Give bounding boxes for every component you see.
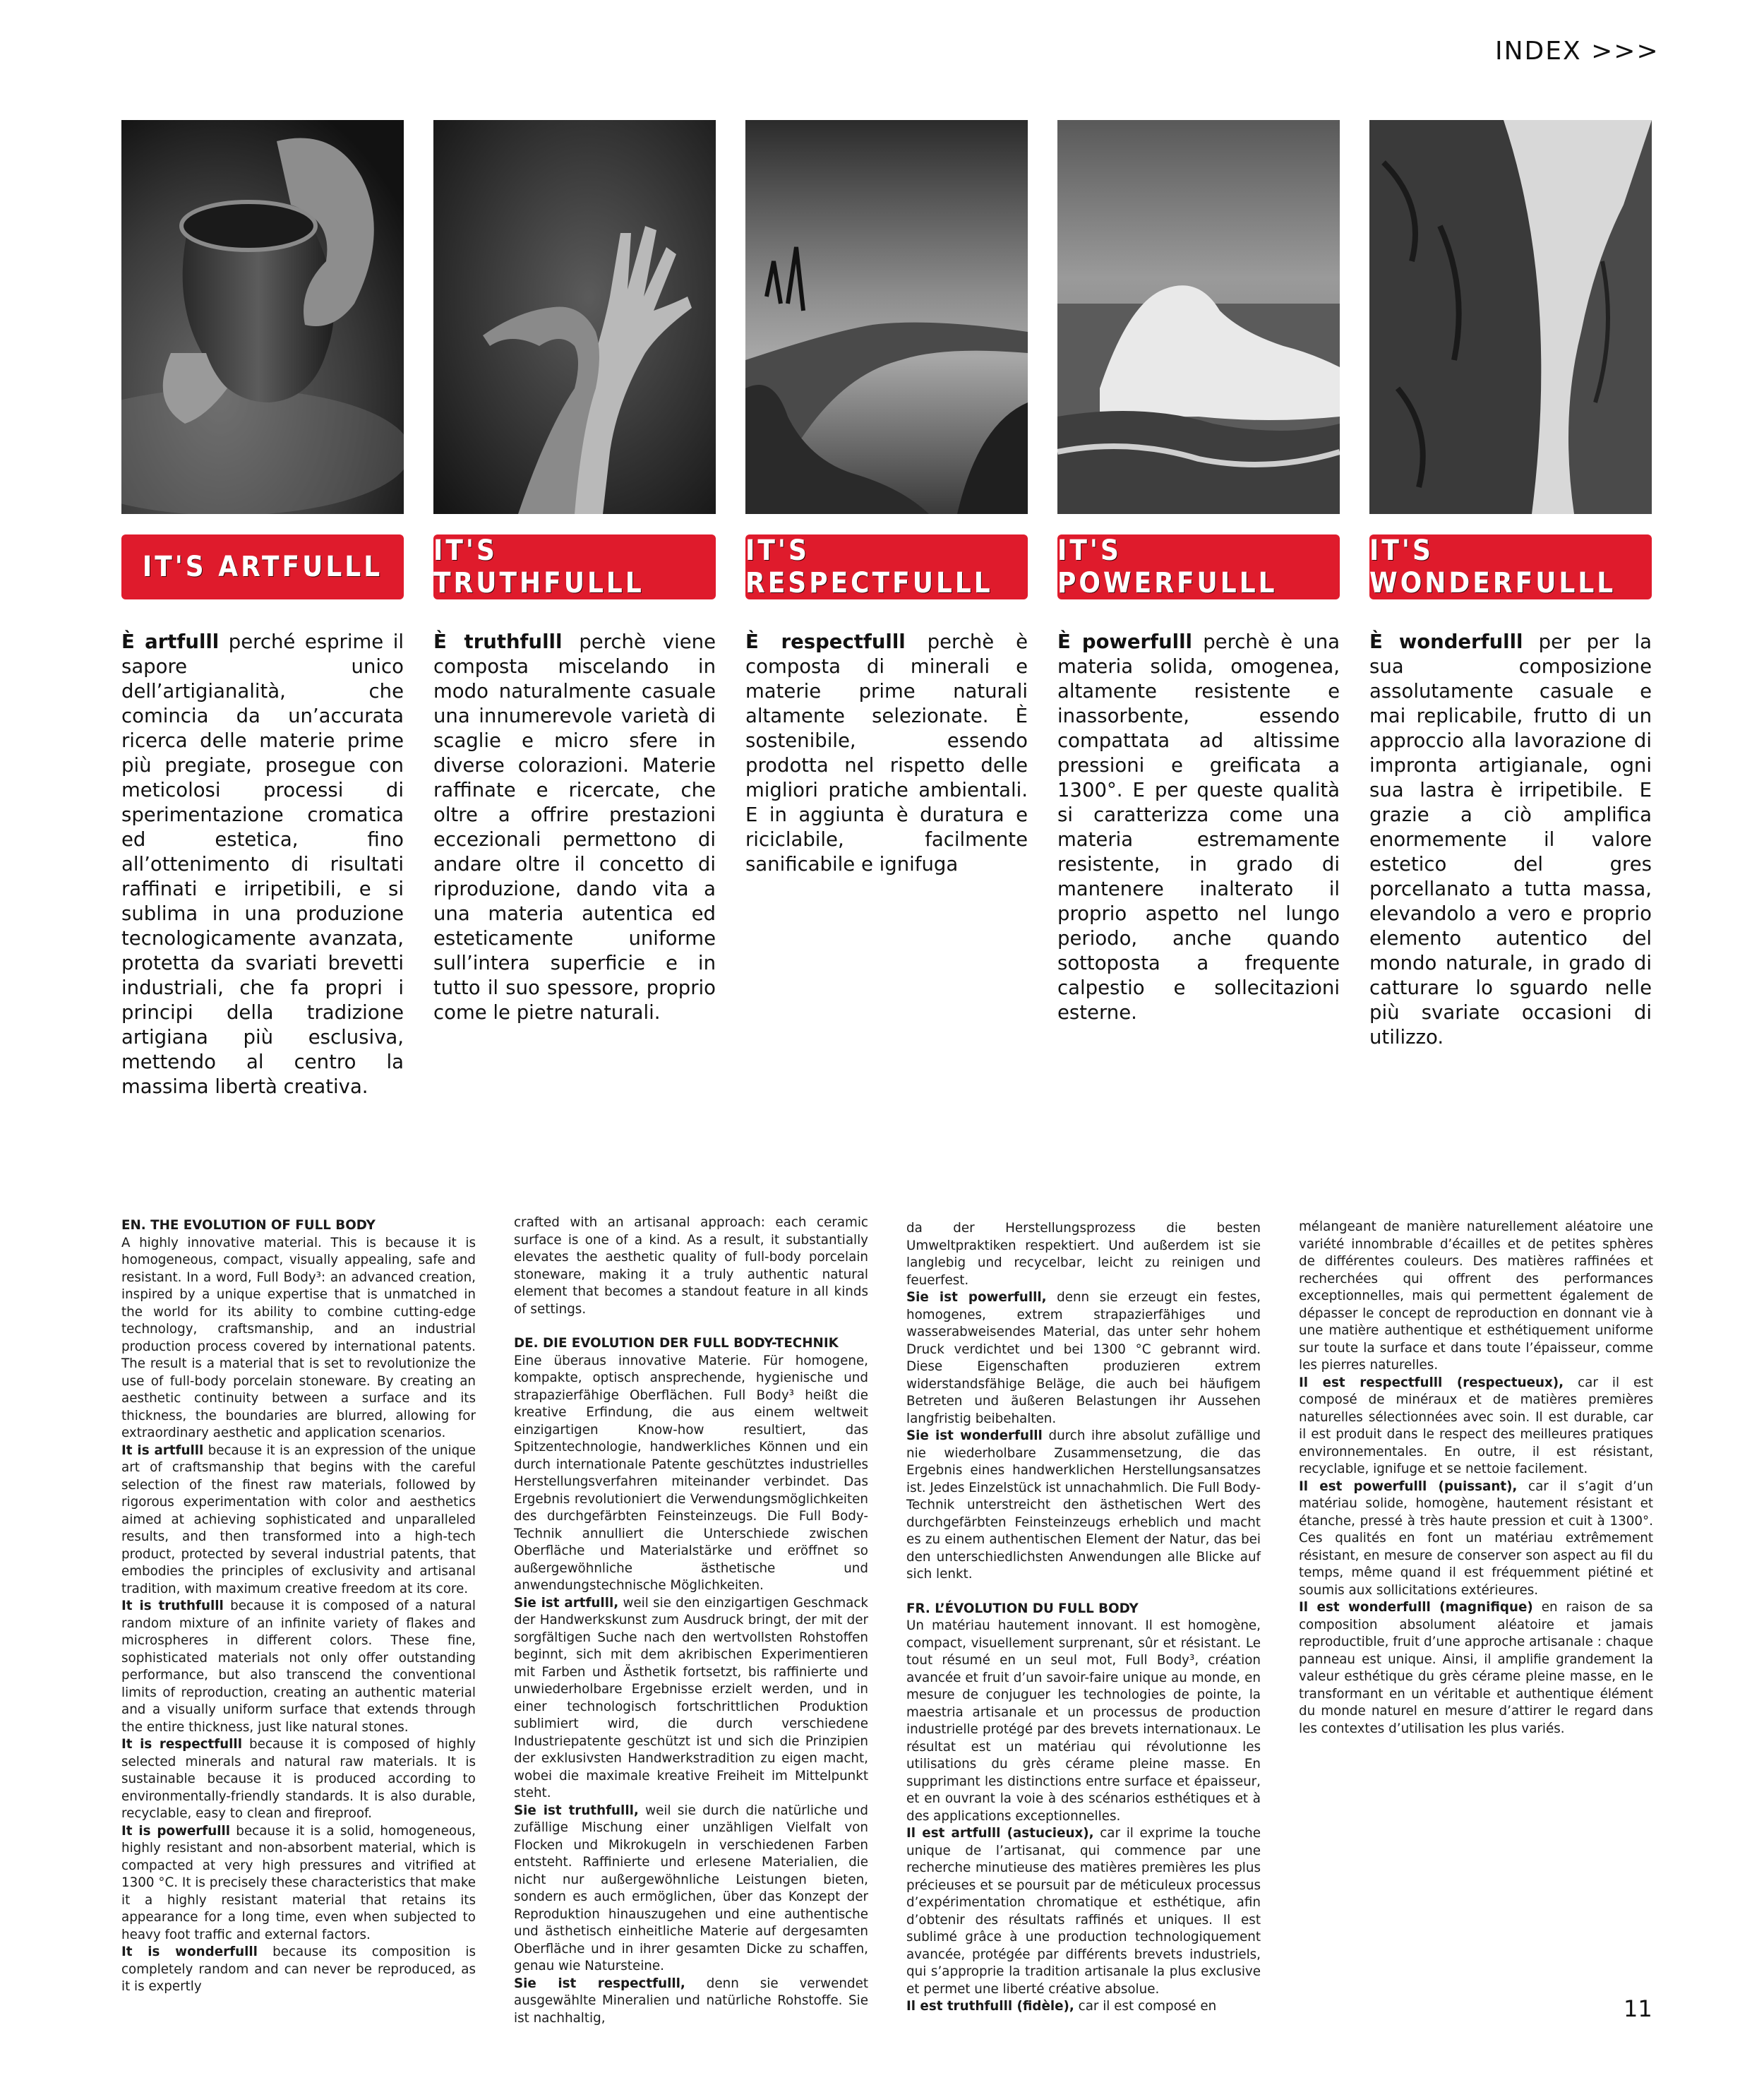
index-link[interactable]: INDEX >>>: [1495, 37, 1660, 66]
column-fr: da der Herstellungsprozess die besten Umweltpraktiken respektiert. Und außerdem ist sie langlebig und recycelbar, leicht zu reinigen und feuerfest. Sie ist powerfulll, denn sie erzeugt ein festes, homogenes, extrem strapazierfähiges und wasserabweisendes Material, das unter sehr hohem Druck verdichtet und bei 1300 °C gebrannt wird. Diese Eigenschaften produzieren extrem widerstandsfähige Beläge, die auch bei häufigem Betreten und äußeren Belastungen ihr Aussehen langfristig beibehalten. Sie ist wonderfulll durch ihre absolut zufällige und nie wiederholbare Zusammensetzung, die das Ergebnis eines handwerklichen Herstellungsansatzes ist. Jedes Einzelstück ist unnachahmlich. Die Full Body-Technik unterstreicht den ästhetischen Wert des durchgefärbten Feinsteinzeugs erheblich und macht es zu einem authentischen Element der Natur, das bei den unterschiedlichsten Anwendungen alle Blicke auf sich lenkt. FR. L’ÉVOLUTION DU FULL BODY Un matériau hautement innovant. Il est homogène, compact, visuellement surprenant, sûr et résistant. Le tout résumé en un seul mot, Full Body³, création avancée et fruit d’un savoir-faire unique au monde, en mesure de conjuguer les technologies de pointe, la maestria artisanale et un processus de production industrielle protégé par des brevets internationaux. Le résultat est un matériau qui révolutionne les utilisations du grès cérame pleine masse. En supprimant les distinctions entre surface et épaisseur, et en ouvrant la voie à des scénarios esthétiques et à des applications exceptionnelles. Il est artfulll (astucieux), car il exprime la touche unique de l’artisanat, qui commence par une recherche minutieuse des matières premières les plus précieuses et se poursuit par de méticuleux processus d’expérimentation chromatique et esthétique, afin d’obtenir des résultats raffinés et uniques. Il est sublimé grâce à une production technologiquement avancée, protégée par différents brevets industriels, qui s’approprie la tradition artisanale la plus exclusive et permet une liberté créative absolue. Il est truthfulll (fidèle), car il est composé en: [906, 1221, 1261, 2014]
it-paragraph-wonderfulll: È wonderfulll per per la sua composizione assolutamente casuale e mai replicabile, frutto di un approccio alla lavorazione di impronta artigianale, ogni sua lastra è irripetibile. E grazie a ciò amplifica enormemente il valore estetico del gres porcellanato a tutta massa, elevandolo a vero e proprio elemento autentico del mondo naturale, in grado di catturare lo sguardo nelle più svariate occasioni di utilizzo.: [1369, 631, 1652, 1049]
it-paragraph-respectfulll: È respectfulll perchè è composta di minerali e materie prime naturali altamente selezionate. È sostenibile, essendo prodotta nel rispetto delle migliori pratiche ambientali. E in aggiunta è duratura e riciclabile, facilmente sanificabile e ignifuga: [745, 631, 1028, 876]
page-number: 11: [1624, 1995, 1652, 2022]
coastal-landscape-photo: [745, 120, 1028, 514]
column-en: EN. THE EVOLUTION OF FULL BODY A highly innovative material. This is because it is homogeneous, compact, visually appealing, safe and resistant. In a word, Full Body³: an advanced creation, inspired by a unique expertise that is unmatched in the world for its ability to combine cutting-edge technology, craftsmanship, and an industrial production process covered by international patents. The result is a material that is set to revolutionize the use of full-body porcelain stoneware. By creating an aesthetic continuity between a surface and its thickness, the boundaries are blurred, allowing for extraordinary aesthetic and application scenarios. It is artfulll because it is an expression of the unique art of craftsmanship that begins with the careful selection of the finest raw materials, followed by rigorous experimentation with color and aesthetics aimed at achieving sophisticated and unparalleled results, and then transformed into a high-tech product, protected by several industrial patents, that embodies the principles of exclusivity and artisanal tradition, with maximum creative freedom at its core. It is truthfulll because it is composed of a natural random mixture of an infinite variety of flakes and microspheres in different colors. These fine, sophisticated materials not only offer outstanding performance, but also transcend the conventional limits of reproduction, creating an authentic material and a visually uniform surface that extends through the entire thickness, just like natural stones. It is respectfulll because it is composed of highly selected minerals and natural raw materials. It is sustainable because it is produced according to environmentally-friendly standards. It is also durable, recyclable, easy to clean and fireproof. It is powerfulll because it is a solid, homogeneous, highly resistant and non-absorbent material, which is compacted at very high pressures and vitrified at 1300 °C. It is precisely these characteristics that make it a highly resistant material that retains its appearance for a long time, even when subjected to heavy foot traffic and external factors. It is wonderfulll because its composition is completely random and can never be reproduced, as it is expertly: [121, 1218, 476, 1994]
column-de: crafted with an artisanal approach: each ceramic surface is one of a kind. As a result, it substantially elevates the aesthetic quality of full-body porcelain stoneware, making it a truly authentic natural element that becomes a standout feature in all kinds of settings. DE. DIE EVOLUTION DER FULL BODY-TECHNIK Eine überaus innovative Materie. Für homogene, kompakte, optisch ansprechende, hygienische und strapazierfähige Oberflächen. Full Body³ heißt die kreative Erfindung, die aus einem weltweit einzigartigen Know-how resultiert, das Spitzentechnologie, handwerkliches Können und ein durch internationale Patente geschütztes industrielles Herstellungsverfahren miteinander verbindet. Das Ergebnis revolutioniert die Verwendungsmöglichkeiten des durchgefärbten Feinsteinzeugs. Die Full Body-Technik annulliert die Unterschiede zwischen Oberfläche und Materialstärke und eröffnet so außergewöhnliche ästhetische und anwendungstechnische Möglichkeiten. Sie ist artfulll, weil sie den einzigartigen Geschmack der Handwerkskunst zum Ausdruck bringt, der mit der sorgfältigen Suche nach den wertvollsten Rohstoffen beginnt, sich mit dem akribischen Experimentieren mit Farben und Ästhetik fortsetzt, bis raffinierte und unwiederholbare Ergebnisse erzielt werden, und in einer technologisch fortschrittlichen Produktion sublimiert wird, die durch verschiedene Industriepatente geschützt ist und sich die Prinzipien der exklusivsten Handwerkstradition zu eigen macht, wobei die maximale kreative Freiheit im Mittelpunkt steht. Sie ist truthfulll, weil sie durch die natürliche und zufällige Mischung einer unzähligen Vielfalt von Flocken und Mikrokugeln in verschiedenen Farben entsteht. Raffinierte und erlesene Materialien, die nicht nur außergewöhnliche Leistungen bieten, sondern es auch ermöglichen, über das Konzept der Reproduktion hinauszugehen und eine authentische und ästhetisch einheitliche Materie auf dergesamten Oberfläche und in ihrer gesamten Dicke zu schaffen, genau wie Natursteine. Sie ist respectfulll, denn sie verwendet ausgewählte Mineralien und natürliche Rohstoffe. Sie ist nachhaltig,: [514, 1215, 869, 2026]
fr-heading: FR. L’ÉVOLUTION DU FULL BODY: [906, 1601, 1139, 1616]
rock-cliffs-photo: [1369, 120, 1652, 514]
it-paragraph-truthfulll: È truthfulll perchè viene composta miscelando in modo naturalmente casuale una innumerevole varietà di scaglie e micro sfere in diverse colorazioni. Materie raffinate e ricercate, che oltre a offrire prestazioni eccezionali permettono di andare oltre il concetto di riproduzione, dando vita a una materia autentica ed esteticamente uniforme sull’intera superficie e in tutto il suo spessore, proprio come le pietre naturali.: [433, 631, 716, 1024]
ocean-wave-photo: [1057, 120, 1340, 514]
label-powerfulll: IT'S POWERFULLL: [1057, 534, 1340, 599]
pottery-wheel-photo: [121, 120, 404, 514]
it-paragraph-artfulll: È artfulll perché esprime il sapore unico dell’artigianalità, che comincia da un’accurata ricerca delle materie prime più pregiate, prosegue con meticolosi processi di sperimentazione cromatica ed estetica, fino all’ottenimento di risultati raffinati e irripetibili, e si sublima in una produzione tecnologicamente avanzata, protetta da svariati brevetti industriali, che fa propri i principi della tradizione artigiana più esclusiva, mettendo al centro la massima libertà creativa.: [121, 631, 404, 1098]
hand-photo: [433, 120, 716, 514]
label-artfulll: IT'S ARTFULLL: [121, 534, 404, 599]
en-heading: EN. THE EVOLUTION OF FULL BODY: [121, 1218, 376, 1233]
it-paragraph-powerfulll: È powerfulll perchè è una materia solida, omogenea, altamente resistente e inassorbente, essendo compattata ad altissime pressioni e greificata a 1300°. E per queste qualità si caratterizza come una materia estremamente resistente, in grado di mantenere inalterato il proprio aspetto nel lungo periodo, anche quando sottoposta a frequente calpestio e sollecitazioni esterne.: [1057, 631, 1340, 1024]
column-fr-continued: mélangeant de manière naturellement aléatoire une variété innombrable d’écailles et de petites sphères de différentes couleurs. Des matières raffinées et recherchées qui offrent des performances exceptionnelles, mais qui permettent également de dépasser le concept de reproduction en donnant vie à une matière authentique et esthétiquement uniforme sur toute la surface et dans toute l’épaisseur, comme les pierres naturelles. Il est respectfulll (respectueux), car il est composé de minéraux et de matières premières naturelles sélectionnées avec soin. Il est durable, car il est produit dans le respect des meilleures pratiques environnementales. En outre, il est résistant, recyclable, ignifuge et se nettoie facilement. Il est powerfulll (puissant), car il s’agit d’un matériau solide, homogène, hautement résistant et étanche, pressé à très haute pression et cuit à 1300°. Ces qualités en font un matériau extrêmement résistant, en mesure de conserver son aspect au fil du temps, même quand il est fréquemment piétiné et soumis aux sollicitations extérieures. Il est wonderfulll (magnifique) en raison de sa composition absolument aléatoire et jamais reproductible, fruit d’une approche artisanale : chaque panneau est unique. Ainsi, il amplifie grandement la valeur esthétique du grès cérame pleine masse, en le transformant en un véritable et authentique élément du monde naturel en mesure d’attirer le regard dans les contextes d’utilisation les plus variés.: [1299, 1219, 1653, 1736]
label-truthfulll: IT'S TRUTHFULLL: [433, 534, 716, 599]
de-heading: DE. DIE EVOLUTION DER FULL BODY-TECHNIK: [514, 1336, 839, 1351]
label-respectfulll: IT'S RESPECTFULLL: [745, 534, 1028, 599]
label-wonderfulll: IT'S WONDERFULLL: [1369, 534, 1652, 599]
